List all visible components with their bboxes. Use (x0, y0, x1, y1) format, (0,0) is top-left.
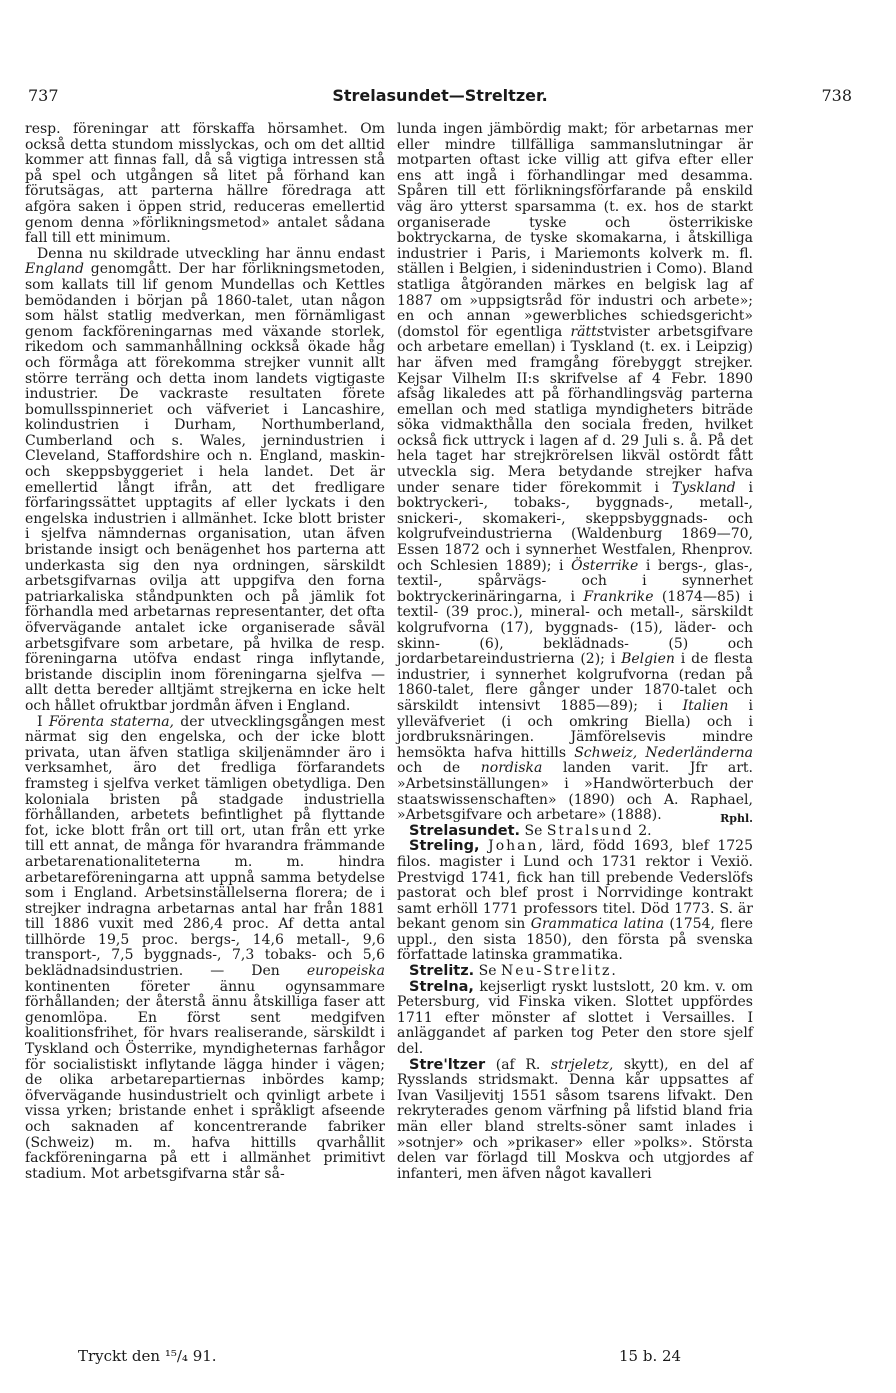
paragraph: I Förenta staterna, der utvecklingsgången mest närmat sig den engelska, och der icke blott privata, utan äfven statliga skiljenämnder äro i verksamhet, äro det fredliga förfarandets framsteg i sjelfva verket tämligen obetydliga. Den koloniala bristen på stadgade industriella förhållanden, arbetets befintlighet på flyttande fot, icke blott från ort till ort, utan från ett yrke till ett annat, de många för hvarandra främmande arbetarenationaliteterna m. m. hindra arbetareföreningarna att uppnå samma betydelse som i England. Arbetsinställelserna florera; de i strejker indragna arbetarnas antal har från 1881 till 1886 vuxit med 286,4 proc. Af detta antal tillhörde 19,5 proc. bergs-, 14,6 metall-, 9,6 transport-, 7,5 byggnads-, 7,3 tobaks- och 5,6 beklädnadsindustrien. — Den europeiska kontinenten företer ännu ogynsammare förhållanden; der återstå ännu åtskilliga faser att genomlöpa. En först sent medgifven koalitionsfrihet, för hvars realiserande, särskildt i Tyskland och Österrike, myndigheternas farhågor för socialistiskt inflytande lägga hinder i vägen; de olika arbetarepartiernas inbördes kamp; öfvervägande husindustrielt och qvinligt arbete i vissa yrken; bristande enhet i språkligt afseende och saknaden af koncentrerande fabriker (Schweiz) m. m. hafva hittills qvarhållit fackföreningarna på ett i allmänhet primitivt stadium. Mot arbetsgifvarna står så- (25, 713, 386, 1182)
entry-streltzer: Stre'ltzer (af R. strjeletz, skytt), en del af Rysslands stridsmakt. Denna kår uppsattes af Ivan Vasiljevitj 1551 såsom tsarens lifvakt. Den rekryterades genom värfning på lifstid bland fria män eller bland strelts-söner samt inlades i »sotnjer» och »prikaser» eller »polks». Största delen var förlagd till Moskva och utgjordes af infanteri, men äfven något kavalleri (397, 1056, 753, 1182)
lemma: Stre'ltzer (409, 1056, 486, 1073)
author-signature: Rphl. (720, 812, 753, 826)
lemma: Strelasundet. (409, 822, 521, 839)
lemma: Strelna, (409, 978, 474, 995)
signature-mark: 15 b. 24 (619, 1347, 682, 1365)
lemma: Streling, (409, 838, 480, 855)
right-column (397, 122, 753, 1182)
running-head: Strelasundet—Streltzer. (332, 86, 548, 105)
entry-strelna: Strelna, kejserligt ryskt lustslott, 20 km. v. om Petersburg, vid Finska viken. Slottet uppfördes 1711 efter mönster af slottet i Versailles. I anläggandet af parken tog Peter den store sjelf del. (397, 978, 753, 1058)
entry-strelasundet: Strelasundet. Se Stralsund 2. (409, 822, 652, 839)
left-column (25, 122, 385, 1182)
lemma: Strelitz. (409, 963, 475, 980)
paragraph: lunda ingen jämbördig makt; för arbetarnas mer eller mindre tillfälliga sammanslutningar är motparten oftast icke villig att gifva efter eller ens att ingå i förhandlingar med desamma. Spåren till ett förlikningsförfarande på enskild väg äro ytterst sparsamma (t. ex. hos de starkt organiserade tyske och österrikiske boktryckarna, de tyske skomakarna, i åtskilliga industrier i Paris, i Mariemonts kolverk m. fl. ställen i Belgien, i sidenindustrien i Como). Bland statliga åtgöranden märkes en belgisk lag af 1887 om »uppsigtsråd för industri och arbete»; en och annan »gewerbliches schiedsgericht» (domstol för egentliga rättstvister arbetsgifvare och arbetare emellan) i Tyskland (t. ex. i Leipzig) har äfven med framgång förebyggt strejker. Kejsar Vilhelm II:s skrifvelse af 4 Febr. 1890 afsåg likaledes att på förhandlingsväg parterna emellan och med statliga myndigheters biträde söka vidmakthålla den sociala freden, hvilket också fick uttryck i lagen af d. 29 Juli s. å. På det hela taget har strejkrörelsen likväl ostördt fått utveckla sig. Mera betydande strejker hafva under senare tider förekommit i Tyskland i boktryckeri-, tobaks-, byggnads-, metall-, snickeri-, skomakeri-, skeppsbyggnads- och kolgrufveindustrierna (Waldenburg 1869—70, Essen 1872 och i synnerhet Westfalen, Rhenprov. och Schlesien 1889); i Österrike i bergs-, glas-, textil-, spårvägs- och i synnerhet boktryckerinäringarna, i Frankrike (1874—85) i textil- (39 proc.), mineral- och metall-, särskildt kolgrufvorna (17), byggnads- (15), läder- och skinn- (6), beklädnads- (5) och jordarbetareindustrierna (2); i Belgien i de flesta industrier, i synnerhet kolgrufvorna (redan på 1860-talet, flere gånger under 1870-talet och särskildt intensivt 1885—89); i Italien i ylleväfveriet (i och omkring Biella) och i jordbruksnäringen. Jämförelsevis mindre hemsökta hafva hittills Schweiz, Nederländerna och de nordiska landen varit. Jfr art. »Arbetsinställungen» i »Handwörterbuch der staatswissenschaften» (1890) och A. Raphael, »Arbetsgifvare och arbetare» (1888). Rphl. (397, 121, 754, 826)
entry-streling: Streling, Johan, lärd, född 1693, blef 1725 filos. magister i Lund och 1731 rektor i Vexiö. Prestvigd 1741, fick han till prebende Vederslöfs pastorat och blef prost i Norrvidinge kontrakt samt erhöll 1771 professors titel. Död 1773. S. är bekant genom sin Grammatica latina (1754, flere uppl., den sista 1850), den första på svenska författade latinska grammatika. (397, 838, 754, 964)
cross-reference: Stralsund (546, 822, 634, 839)
paragraph: Denna nu skildrade utveckling har ännu endast England genomgått. Der har förlikningsmetoden, som kallats till lif genom Mundellas och Kettles bemödanden i början på 1860-talet, utan någon som hälst statlig medverkan, men förnämligast genom fackföreningarnas med växande storlek, rikedom och sammanhållning ockkså ökade håg och förmåga att förekomma strejker vunnit allt större terräng och detta inom landets vigtigaste industrier. De vackraste resultaten förete bomullsspinneriet och väfveriet i Lancashire, kolindustrien i Durham, Northumberland, Cumberland och s. Wales, jernindustrien i Cleveland, Staffordshire och n. England, maskin- och skeppsbyggeriet i hela landet. Det är emellertid långt ifrån, att det fredligare förfaringssättet upptagits af eller lyckats i den engelska industrien i allmänhet. Icke blott brister i sjelfva nämndernas organisation, utan äfven bristande insigt och benägenhet hos parterna att underkasta sig den nya ordningen, särskildt arbetsgifvarnas ovilja att uppgifva den forna patriarkaliska ståndpunkten och på jämlik fot förhandla med arbetarnas representanter, det ofta öfvervägande antalet icke organiserade såväl arbetsgifvare som arbetare, på hvilka de resp. föreningarna utöfva endast ringa inflytande, bristande disciplin inom föreningarna sjelfva — allt detta bereder alltjämt strejkerna en icke helt och hållet ofruktbar jordmån äfven i England. (25, 245, 385, 714)
page-number-left: 737 (28, 86, 59, 105)
page-number-right: 738 (821, 86, 852, 105)
paragraph: resp. föreningar att förskaffa hörsamhet. Om också detta stundom misslyckas, och om det alltid kommer att finnas fall, då så vigtiga intressen stå på spel och utgången så litet på förhand kan förutsägas, att parterna hällre föredraga att afgöra saken i öppen strid, reduceras emellertid genom denna »förlikningsmetod» antalet sådana fall till ett minimum. (25, 121, 385, 247)
cross-reference: Neu-Strelitz (500, 963, 612, 980)
entry-strelitz: Strelitz. Se Neu-Strelitz. (409, 963, 616, 980)
printer-date: Tryckt den ¹⁵/₄ 91. (78, 1347, 217, 1365)
page-header (28, 86, 852, 110)
